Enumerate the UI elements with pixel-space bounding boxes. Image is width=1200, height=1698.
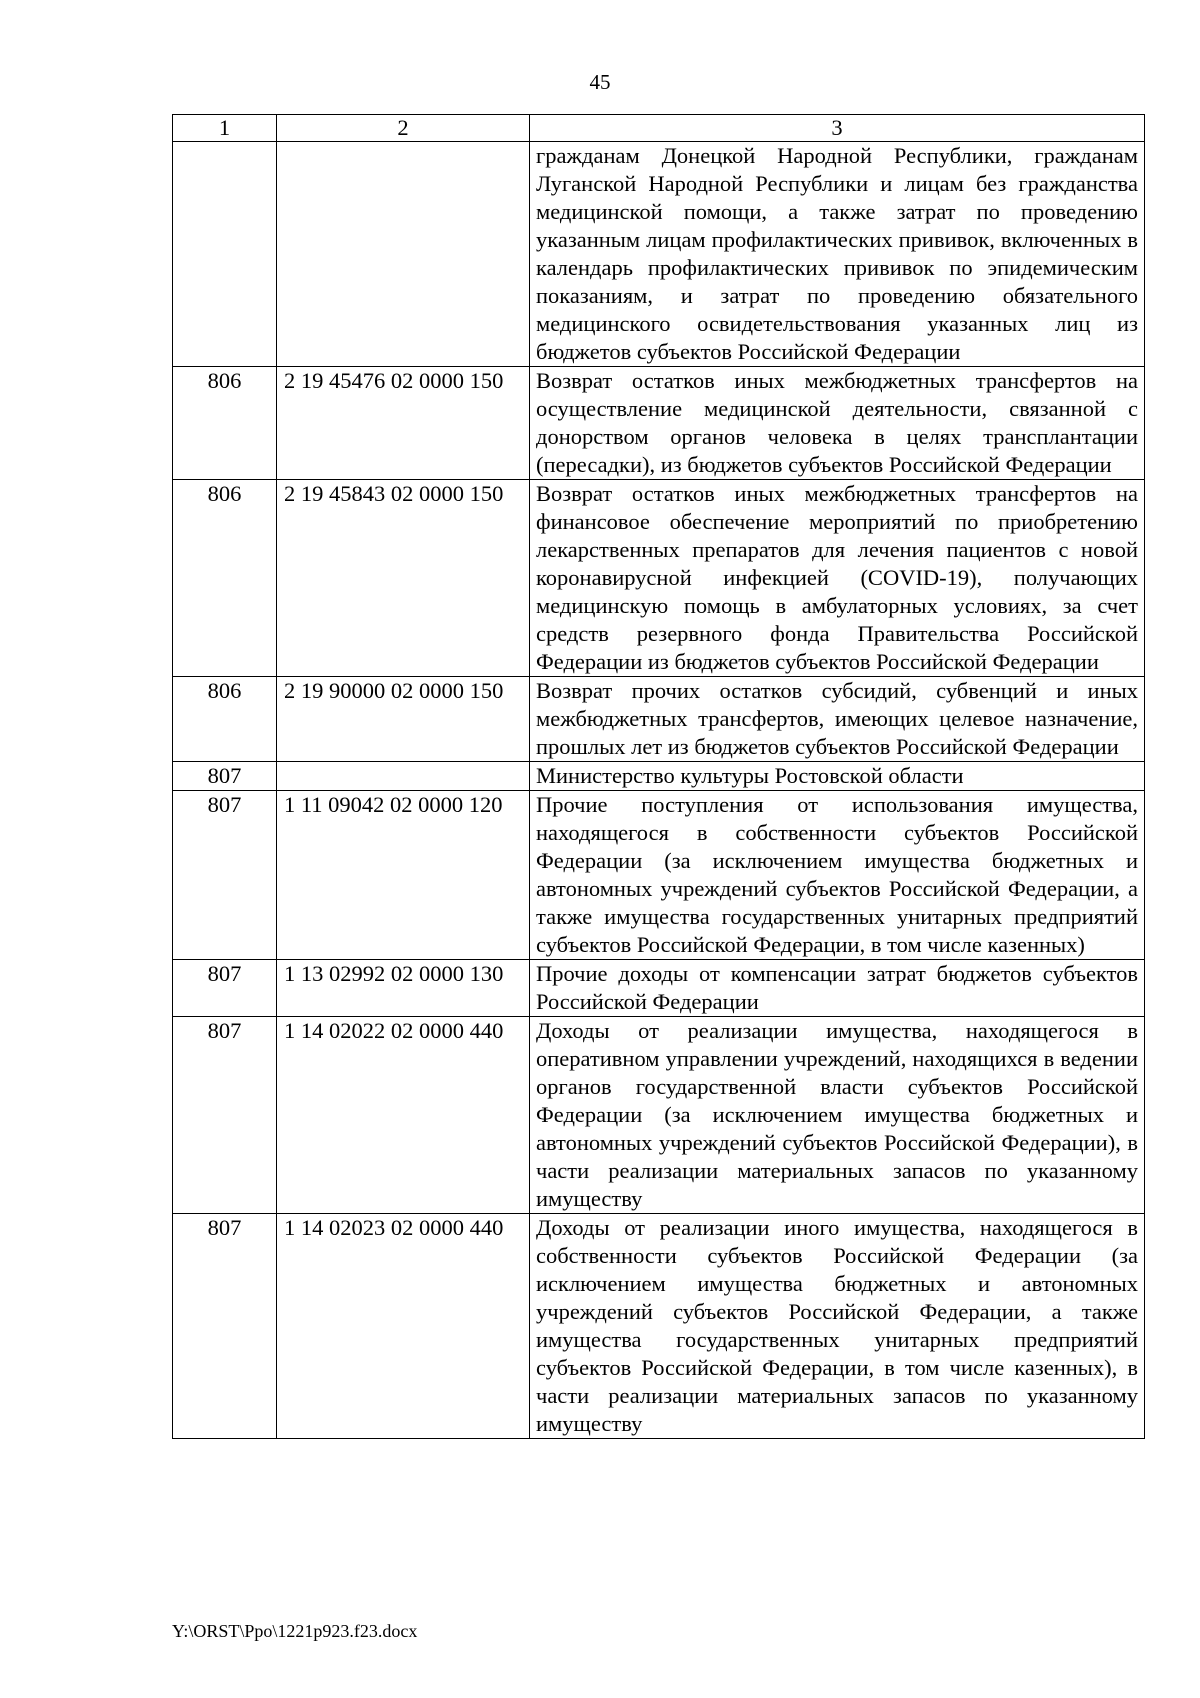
table-row	[173, 1214, 1145, 1439]
ministry-title-cell: Министерство культуры Ростовской области	[530, 762, 1145, 791]
table-row	[173, 142, 1145, 367]
table-row	[173, 677, 1145, 762]
revenue-code-cell: 1 13 02992 02 0000 130	[277, 960, 530, 1017]
table-row	[173, 762, 1145, 791]
revenue-code-cell	[277, 142, 530, 367]
column-header-2: 2	[277, 115, 530, 142]
revenue-classification-table	[172, 114, 1145, 1439]
admin-code-cell	[173, 142, 277, 367]
admin-code-cell: 807	[173, 1214, 277, 1439]
revenue-code-cell: 1 11 09042 02 0000 120	[277, 791, 530, 960]
revenue-code-cell: 2 19 45476 02 0000 150	[277, 367, 530, 480]
admin-code-cell: 807	[173, 960, 277, 1017]
table-row	[173, 1017, 1145, 1214]
revenue-name-cell: Возврат прочих остатков субсидий, субвенций и иных межбюджетных трансфертов, имеющих целевое назначение, прошлых лет из бюджетов субъектов Российской Федерации	[530, 677, 1145, 762]
revenue-name-cell: Доходы от реализации иного имущества, находящегося в собственности субъектов Российской Федерации (за исключением имущества бюджетных и автономных учреждений субъектов Российской Федерации, а также имущества государственных унитарных предприятий субъектов Российской Федерации, в том числе казенных), в части реализации материальных запасов по указанному имуществу	[530, 1214, 1145, 1439]
revenue-name-cell: Прочие поступления от использования имущества, находящегося в собственности субъектов Российской Федерации (за исключением имущества бюджетных и автономных учреждений субъектов Российской Федерации, а также имущества государственных унитарных предприятий субъектов Российской Федерации, в том числе казенных)	[530, 791, 1145, 960]
table-row	[173, 791, 1145, 960]
revenue-code-cell	[277, 762, 530, 791]
admin-code-cell: 807	[173, 791, 277, 960]
page-number: 45	[589, 70, 611, 94]
table-row	[173, 480, 1145, 677]
table-row	[173, 960, 1145, 1017]
column-header-3: 3	[530, 115, 1145, 142]
revenue-code-cell: 2 19 45843 02 0000 150	[277, 480, 530, 677]
admin-code-cell: 806	[173, 367, 277, 480]
admin-code-cell: 807	[173, 1017, 277, 1214]
revenue-code-cell: 1 14 02023 02 0000 440	[277, 1214, 530, 1439]
revenue-name-cell: Прочие доходы от компенсации затрат бюджетов субъектов Российской Федерации	[530, 960, 1145, 1017]
revenue-name-cell: гражданам Донецкой Народной Республики, гражданам Луганской Народной Республики и лицам без гражданства медицинской помощи, а также затрат по проведению указанным лицам профилактических прививок, включенных в календарь профилактических прививок по эпидемическим показаниям, и затрат по проведению обязательного медицинского освидетельствования указанных лиц из бюджетов субъектов Российской Федерации	[530, 142, 1145, 367]
revenue-name-cell: Возврат остатков иных межбюджетных трансфертов на финансовое обеспечение мероприятий по приобретению лекарственных препаратов для лечения пациентов с новой коронавирусной инфекцией (COVID-19), получающих медицинскую помощь в амбулаторных условиях, за счет средств резервного фонда Правительства Российской Федерации из бюджетов субъектов Российской Федерации	[530, 480, 1145, 677]
admin-code-cell: 807	[173, 762, 277, 791]
table-header-row	[173, 115, 1145, 142]
admin-code-cell: 806	[173, 677, 277, 762]
table-row	[173, 367, 1145, 480]
revenue-code-cell: 2 19 90000 02 0000 150	[277, 677, 530, 762]
column-header-1: 1	[173, 115, 277, 142]
revenue-name-cell: Доходы от реализации имущества, находящегося в оперативном управлении учреждений, находящихся в ведении органов государственной власти субъектов Российской Федерации (за исключением имущества бюджетных и автономных учреждений субъектов Российской Федерации), в части реализации материальных запасов по указанному имуществу	[530, 1017, 1145, 1214]
file-path-footer: Y:\ORST\Ppo\1221p923.f23.docx	[172, 1621, 418, 1641]
revenue-name-cell: Возврат остатков иных межбюджетных трансфертов на осуществление медицинской деятельности, связанной с донорством органов человека в целях трансплантации (пересадки), из бюджетов субъектов Российской Федерации	[530, 367, 1145, 480]
admin-code-cell: 806	[173, 480, 277, 677]
revenue-code-cell: 1 14 02022 02 0000 440	[277, 1017, 530, 1214]
